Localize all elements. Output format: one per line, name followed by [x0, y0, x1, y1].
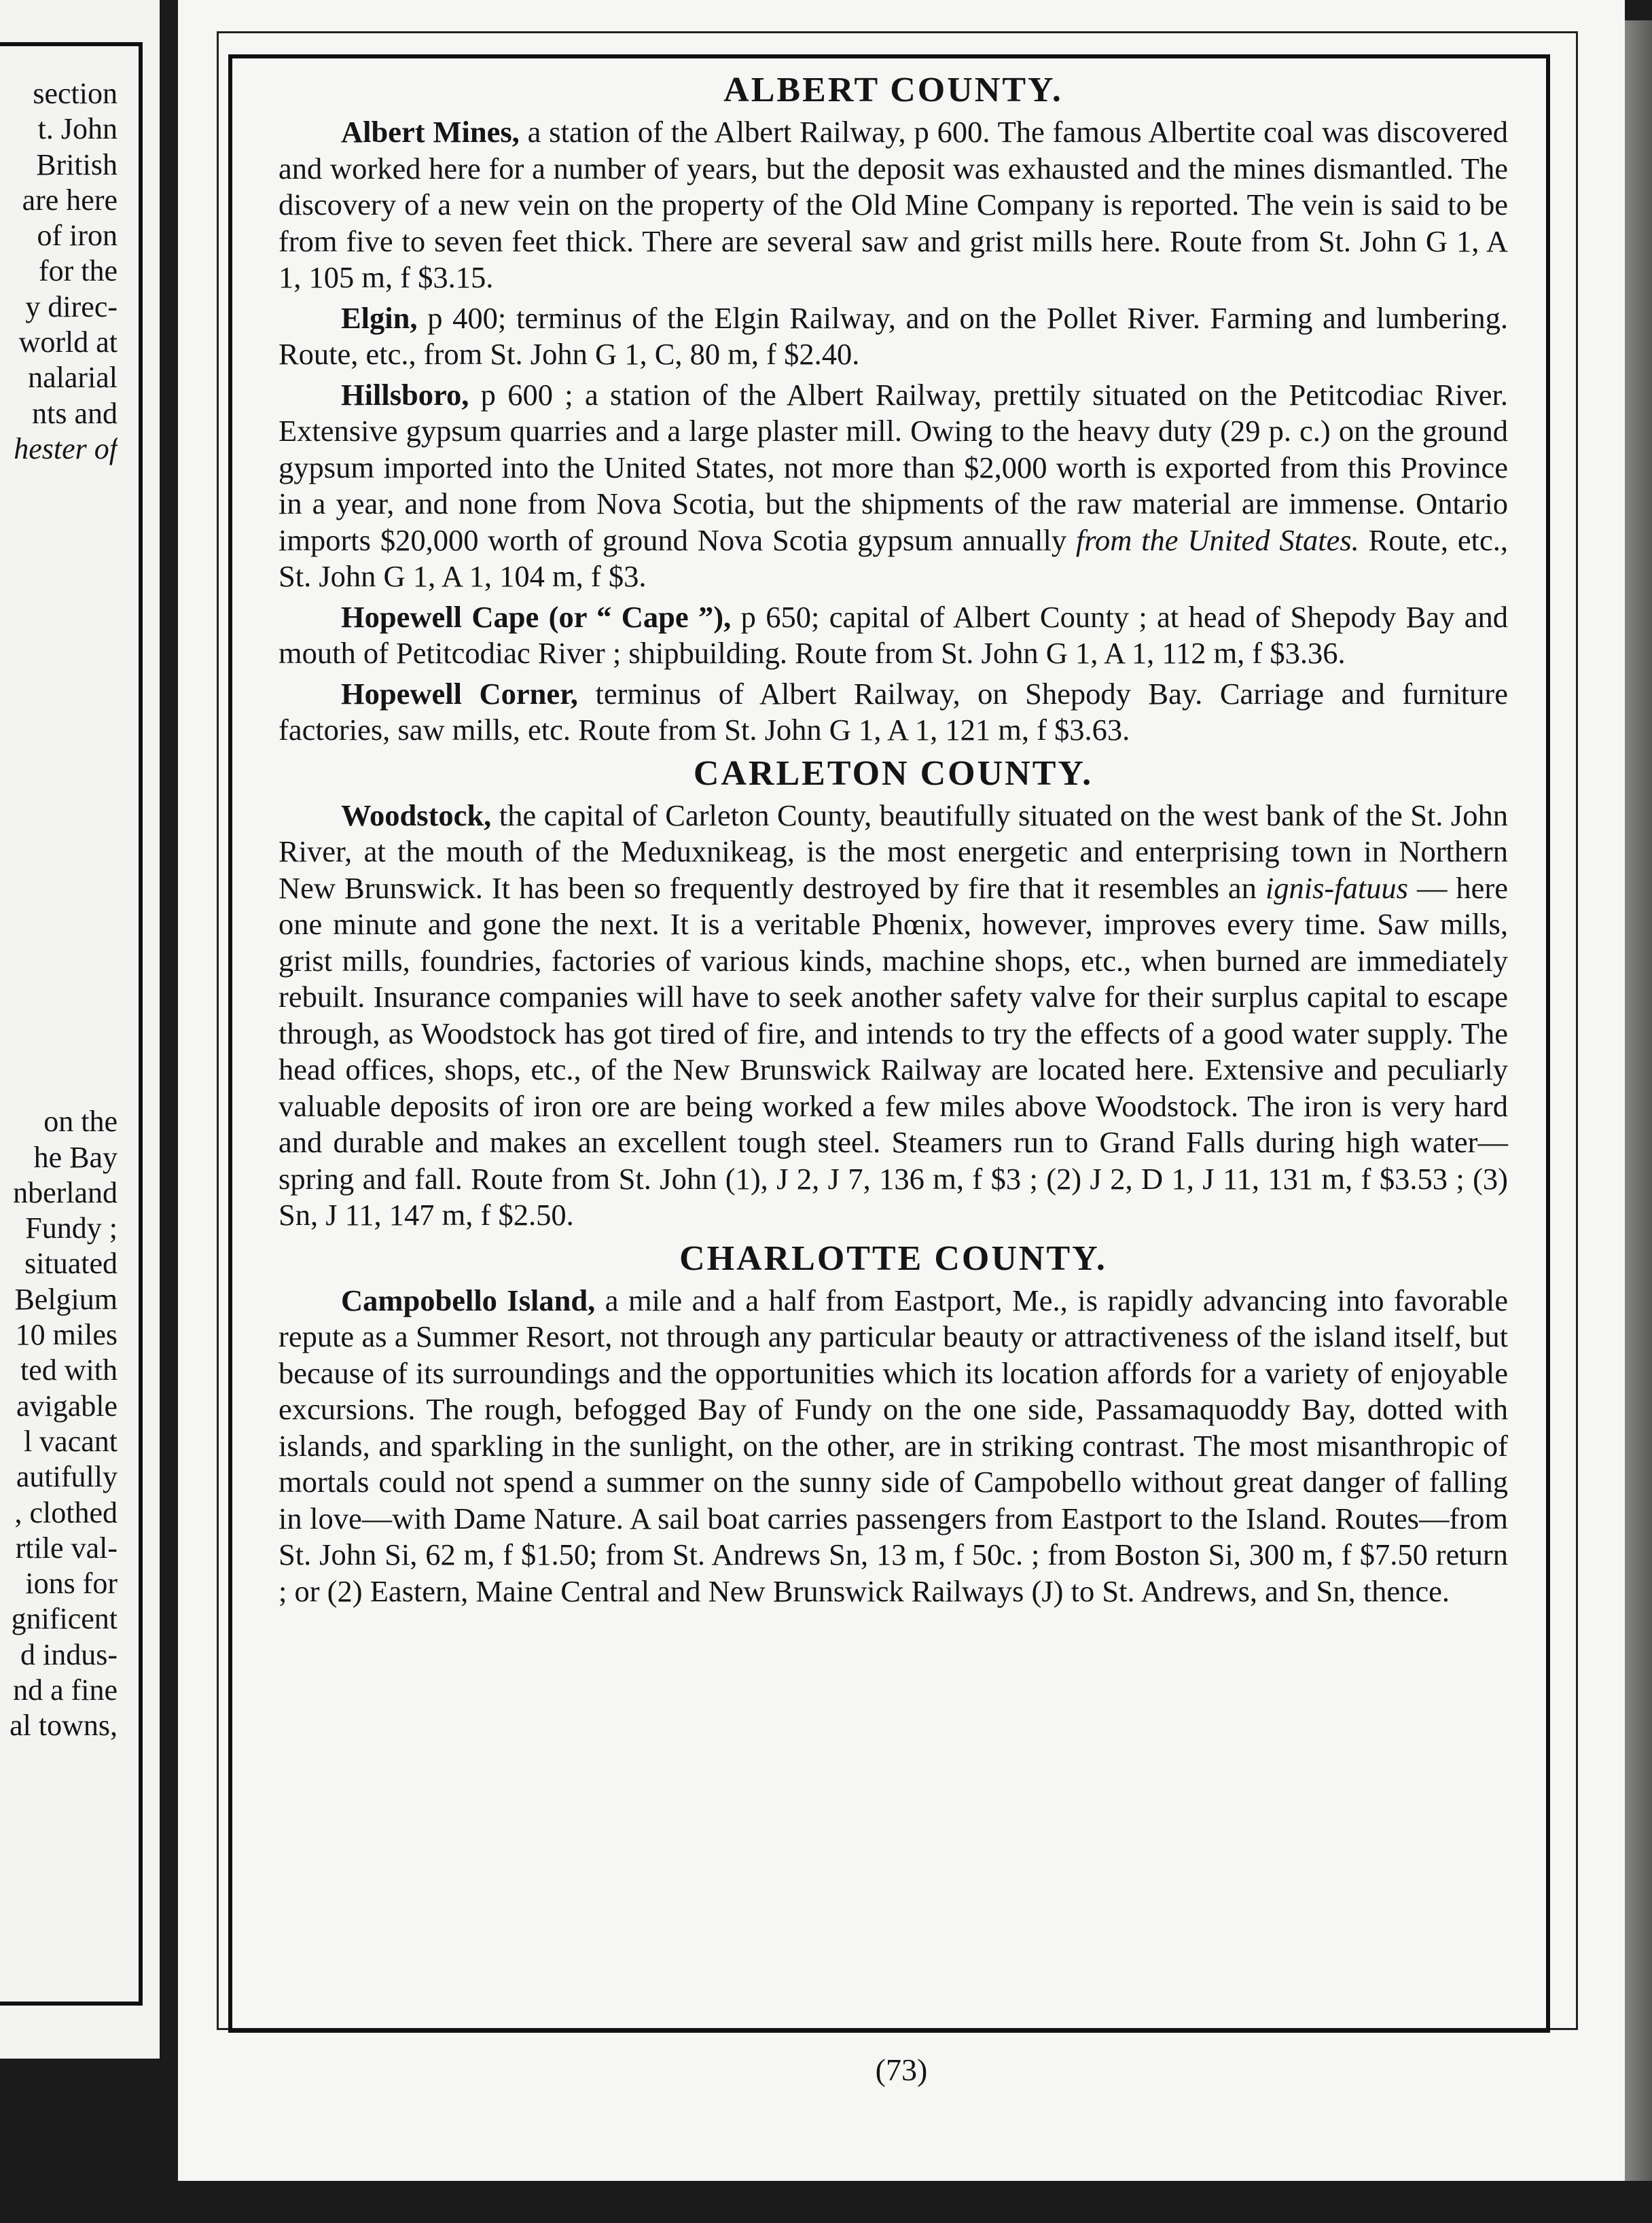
left-page-line: nd a fine: [13, 1673, 118, 1707]
left-page-line: section: [33, 77, 118, 110]
entry-text: the capital of Carleton County, beautifully situated on the west bank of the St. John River, at the mouth of the Meduxnikeag, is the most energetic and enterprising town in Northern New Brunswick. It has been so frequently destroyed by fire that it resembles an: [279, 798, 1508, 905]
entry-text: p 600 ; a station of the Albert Railway, prettily situated on the Petitcodiac River. Extensive gypsum quarries and a large plaster mill. Owing to the heavy duty (29 p. c.) on the ground gypsum imported into the United States, not more than $2,000 worth is exported from this Province in a year, and none from Nova Scotia, but the shipments of the raw material are immense. Ontario imports $20,000 worth of ground Nova Scotia gypsum annually: [279, 377, 1508, 557]
left-page-line: nts and: [32, 396, 118, 430]
gazetteer-entry: [279, 676, 1508, 749]
section-heading: CHARLOTTE COUNTY.: [679, 1239, 1107, 1278]
page-inner-frame: [228, 54, 1550, 2033]
entry-text: a station of the Albert Railway, p 600. The famous Albertite coal was discovered and worked here for a number of years, but the deposit was exhausted and the mines dismantled. The discovery of a new vein on the property of the Old Mine Company is reported. The vein is said to be from five to seven feet thick. There are several saw and grist mills here. Route from St. John G 1, A 1, 105 m, f $3.15.: [279, 115, 1508, 294]
left-page-line: avigable: [16, 1389, 118, 1423]
entry-text: terminus of Albert Railway, on Shepody Bay. Carriage and furniture factories, saw mills, etc. Route from St. John G 1, A 1, 121 m, f $3.63.: [279, 676, 1508, 747]
entry-text: p 650; capital of Albert County ; at head of Shepody Bay and mouth of Petitcodiac River ; shipbuilding. Route from St. John G 1, A 1, 112 m, f $3.36.: [279, 599, 1508, 670]
left-page-line: autifully: [16, 1460, 118, 1494]
left-page-line: nalarial: [28, 361, 118, 395]
entry-italic-text: from the United States.: [1075, 522, 1359, 557]
left-page-line: ions for: [25, 1567, 118, 1601]
entry-name: Woodstock,: [341, 798, 492, 832]
gazetteer-entry: [279, 114, 1508, 296]
page: [178, 0, 1625, 2181]
page-content: [279, 65, 1508, 1614]
entry-text-continued: — here one minute and gone the next. It is a veritable Phœnix, however, improves every time. Saw mills, grist mills, foundries, factories of various kinds, machine shops, etc., when burned are immediately rebuilt. Insurance companies will have to seek another safety valve for their surplus capital to escape through, as Woodstock has got tired of fire, and intends to try the effects of a good water supply. The head offices, shops, etc., of the New Brunswick Railway are located here. Extensive and peculiarly valuable deposits of iron ore are being worked a few miles above Woodstock. The iron is very hard and durable and makes an excellent tough steel. Steamers run to Grand Falls during high water—spring and fall. Route from St. John (1), J 2, J 7, 136 m, f $3 ; (2) J 2, D 1, J 11, 131 m, f $3.53 ; (3) Sn, J 11, 147 m, f $2.50.: [279, 870, 1508, 1232]
entry-text: a mile and a half from Eastport, Me., is rapidly advancing into favorable repute as a Summer Resort, not through any particular beauty or attractiveness of the island itself, but because of its surroundings and the opportunities which its location affords for a variety of enjoyable excursions. The rough, befogged Bay of Fundy on the one side, Passamaquoddy Bay, dotted with islands, and sparkling in the sunlight, on the other, are in striking contrast. The most misanthropic of mortals could not spend a summer on the sunny side of Campobello without great danger of falling in love—with Dame Nature. A sail boat carries passengers from Eastport to the Island. Routes—from St. John Si, 62 m, f $1.50; from St. Andrews Sn, 13 m, f 50c. ; from Boston Si, 300 m, f $7.50 return ; or (2) Eastern, Maine Central and New Brunswick Railways (J) to St. Andrews, and Sn, thence.: [279, 1283, 1508, 1608]
entry-name: Hillsboro,: [341, 377, 469, 412]
left-page-gap: [0, 467, 118, 1104]
left-page-line: , clothed: [14, 1495, 118, 1529]
left-page-line: hester of: [14, 431, 118, 465]
left-page-line: rtile val-: [15, 1531, 118, 1565]
entry-italic-text: ignis-fatuus: [1265, 870, 1409, 905]
gazetteer-entry: [279, 300, 1508, 373]
left-page-line: l vacant: [23, 1424, 118, 1458]
left-page-line: British: [36, 147, 118, 181]
left-page-line: are here: [22, 183, 118, 217]
left-page-line: Fundy ;: [25, 1211, 118, 1245]
left-page-line: Belgium: [14, 1282, 118, 1316]
entry-name: Albert Mines,: [341, 115, 520, 149]
entry-name: Elgin,: [341, 300, 418, 335]
left-page-line: y direc-: [25, 289, 118, 323]
left-page-line: situated: [24, 1247, 118, 1281]
entry-text-continued: Route, etc., St. John G 1, A 1, 104 m, f $3.: [279, 522, 1508, 593]
left-page-line: world at: [18, 325, 118, 359]
left-page-line: on the: [43, 1105, 118, 1139]
left-page-line: for the: [38, 254, 118, 288]
gazetteer-entry: [279, 798, 1508, 1234]
section-heading: CARLETON COUNTY.: [693, 753, 1094, 793]
entry-name: Hopewell Corner,: [341, 676, 578, 711]
entry-name: Campobello Island,: [341, 1283, 596, 1317]
gazetteer-entry: [279, 377, 1508, 595]
entry-name: Hopewell Cape (or “ Cape ”),: [341, 599, 732, 634]
left-page-line: d indus-: [20, 1637, 118, 1671]
section-heading: ALBERT COUNTY.: [723, 71, 1063, 109]
left-page-line: of iron: [37, 219, 118, 253]
left-facing-page: [0, 0, 160, 2059]
gazetteer-entry: [279, 599, 1508, 672]
left-page-text: [0, 76, 118, 1744]
left-page-line: 10 miles: [15, 1318, 118, 1352]
left-page-line: he Bay: [33, 1140, 118, 1174]
entry-text: p 400; terminus of the Elgin Railway, and on the Pollet River. Farming and lumbering. Route, etc., from St. John G 1, C, 80 m, f $2.40.: [279, 300, 1508, 371]
left-page-line: ted with: [20, 1353, 118, 1387]
left-page-line: t. John: [37, 112, 118, 146]
left-page-line: nberland: [13, 1175, 118, 1209]
gazetteer-entry: [279, 1283, 1508, 1610]
left-page-line: al towns,: [10, 1709, 118, 1743]
left-page-line: gnificent: [11, 1602, 118, 1636]
page-number: (73): [875, 2052, 928, 2087]
